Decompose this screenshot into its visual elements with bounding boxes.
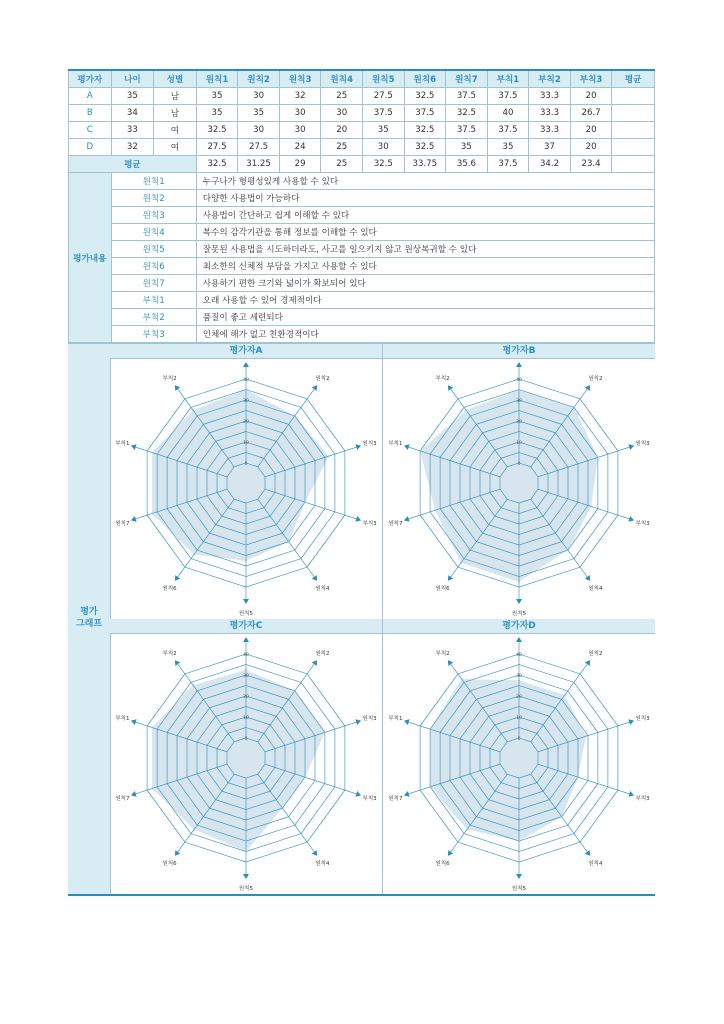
content-row <box>69 309 655 326</box>
radar-panel-a <box>110 344 383 620</box>
graph-label-line2: 그래프 <box>75 619 103 629</box>
table-cell: 33 <box>111 122 154 139</box>
header-cell: 성별 <box>154 70 197 88</box>
evaluation-sheet <box>68 69 655 896</box>
axis-marker-icon <box>172 575 180 583</box>
table-cell <box>612 88 655 105</box>
table-cell: 30 <box>279 105 321 122</box>
evaluator-cell: D <box>69 139 112 156</box>
radar-tick-label: 40 <box>516 378 522 383</box>
radar-data-point <box>577 776 579 778</box>
axis-marker-icon <box>516 362 522 367</box>
axis-marker-icon <box>355 516 362 523</box>
content-row <box>69 173 655 190</box>
radar-data-point <box>151 452 153 454</box>
table-cell: 여 <box>154 122 197 139</box>
table-cell: 37.5 <box>362 105 404 122</box>
axis-marker-icon <box>445 658 453 666</box>
header-cell: 원칙7 <box>446 70 488 88</box>
axis-marker-icon <box>585 850 593 858</box>
principle-name: 원칙2 <box>111 190 196 207</box>
radar-data-point <box>294 690 296 692</box>
table-cell: 여 <box>154 139 197 156</box>
principle-name: 원칙3 <box>111 207 196 224</box>
table-cell: 27.5 <box>238 139 280 156</box>
table-cell: 37.5 <box>404 105 446 122</box>
axis-label: 부칙2 <box>162 375 177 382</box>
axis-marker-icon <box>516 599 522 604</box>
radar-data-point <box>567 549 569 551</box>
table-cell: 32 <box>279 88 321 105</box>
table-cell <box>612 139 655 156</box>
table-cell: 35 <box>446 139 488 156</box>
radar-data-point <box>192 684 194 686</box>
score-table <box>68 69 655 343</box>
principle-name: 원칙5 <box>111 241 196 258</box>
radar-data-point <box>419 450 421 452</box>
axis-label: 원칙6 <box>162 861 177 868</box>
axis-label: 원칙2 <box>315 650 330 657</box>
radar-tick-label: 30 <box>243 399 249 404</box>
radar-panel-c <box>110 619 383 894</box>
radar-data-point <box>245 389 247 391</box>
table-cell: 34 <box>111 105 154 122</box>
table-header-row <box>69 70 655 88</box>
axis-marker-icon <box>628 791 635 798</box>
radar-data-point <box>324 732 326 734</box>
evaluator-cell: A <box>69 88 112 105</box>
radar-series-area <box>420 390 598 582</box>
axis-marker-icon <box>628 443 635 450</box>
header-cell: 원칙2 <box>238 70 280 88</box>
axis-label: 원칙5 <box>238 886 254 892</box>
axis-label: 원칙5 <box>238 611 254 617</box>
axis-marker-icon <box>172 850 180 858</box>
table-row <box>69 105 655 122</box>
table-cell: 37.5 <box>487 122 529 139</box>
radar-tick-label: 40 <box>243 653 249 658</box>
radar-data-point <box>561 816 563 818</box>
header-cell: 부칙1 <box>487 70 529 88</box>
radar-data-point <box>288 541 290 543</box>
radar-data-point <box>304 501 306 503</box>
radar-panel-b <box>383 344 655 620</box>
axis-marker-icon <box>312 658 320 666</box>
table-cell: 33.3 <box>529 105 571 122</box>
table-cell: 40 <box>487 105 529 122</box>
average-cell: 37.5 <box>487 156 529 173</box>
table-cell: 37.5 <box>446 122 488 139</box>
header-cell: 원칙1 <box>196 70 238 88</box>
graph-section <box>68 343 655 896</box>
radar-data-point <box>518 581 520 583</box>
table-cell: 24 <box>279 139 321 156</box>
radar-data-point <box>460 562 462 564</box>
header-cell: 나이 <box>111 70 154 88</box>
header-cell: 평가자 <box>69 70 112 88</box>
principle-name: 원칙6 <box>111 258 196 275</box>
table-cell: 35 <box>111 88 154 105</box>
radar-chart <box>110 359 382 617</box>
axis-marker-icon <box>312 383 320 391</box>
axis-label: 원칙7 <box>115 796 130 803</box>
principle-description: 누구나가 형평성있게 사용할 수 있다 <box>196 173 654 190</box>
table-cell: 26.7 <box>570 105 612 122</box>
radar-data-point <box>573 407 575 409</box>
content-table-body <box>69 173 655 343</box>
axis-marker-icon <box>243 874 249 879</box>
radar-data-point <box>466 829 468 831</box>
content-row <box>69 292 655 309</box>
principle-description: 다양한 사용법이 가능하다 <box>196 190 654 207</box>
axis-marker-icon <box>585 383 593 391</box>
content-section-label: 평가내용 <box>69 173 112 343</box>
axis-marker-icon <box>312 575 320 583</box>
radar-series-area <box>152 390 329 561</box>
header-cell: 부칙3 <box>570 70 612 88</box>
table-cell: 30 <box>279 122 321 139</box>
table-cell: 35 <box>362 122 404 139</box>
principle-name: 부칙2 <box>111 309 196 326</box>
evaluator-cell: B <box>69 105 112 122</box>
axis-label: 원칙7 <box>388 521 403 528</box>
axis-label: 부칙2 <box>162 650 177 657</box>
radar-data-point <box>585 735 587 737</box>
principle-description: 최소한의 신체적 부담을 가지고 사용할 수 있다 <box>196 258 654 275</box>
radar-tick-label: 20 <box>243 420 249 425</box>
axis-label: 원칙2 <box>315 375 330 382</box>
table-cell: 32.5 <box>196 122 238 139</box>
axis-marker-icon <box>585 575 593 583</box>
evaluator-cell: C <box>69 122 112 139</box>
radar-tick-label: 30 <box>516 399 522 404</box>
radar-data-point <box>328 455 330 457</box>
axis-label: 원칙4 <box>588 586 603 593</box>
radar-data-point <box>597 457 599 459</box>
axis-marker-icon <box>130 791 137 798</box>
principle-description: 복수의 감각기관을 통해 정보를 이해할 수 있다 <box>196 224 654 241</box>
axis-marker-icon <box>312 850 320 858</box>
radar-title: 평가자C <box>110 619 382 634</box>
radar-data-point <box>461 678 463 680</box>
table-cell: 30 <box>238 88 280 105</box>
axis-marker-icon <box>585 658 593 666</box>
axis-marker-icon <box>445 850 453 858</box>
table-row <box>69 122 655 139</box>
radar-title: 평가자D <box>383 619 655 634</box>
table-cell: 25 <box>321 139 363 156</box>
radar-data-point <box>192 409 194 411</box>
content-row <box>69 326 655 343</box>
radar-data-point <box>294 415 296 417</box>
table-cell: 27.5 <box>362 88 404 105</box>
table-cell: 35 <box>196 105 238 122</box>
axis-marker-icon <box>243 637 249 642</box>
header-cell: 평균 <box>612 70 655 88</box>
axis-label: 부칙3 <box>635 796 650 803</box>
axis-label: 원칙6 <box>162 586 177 593</box>
axis-label: 원칙4 <box>315 586 330 593</box>
principle-description: 오래 사용할 수 있어 경제적이다 <box>196 292 654 309</box>
radar-tick-label: 30 <box>243 674 249 679</box>
axis-label: 부칙1 <box>115 715 130 722</box>
table-cell: 30 <box>362 139 404 156</box>
radar-tick-label: 40 <box>243 378 249 383</box>
radar-data-point <box>151 788 153 790</box>
axis-label: 원칙5 <box>511 611 527 617</box>
principle-name: 부칙1 <box>111 292 196 309</box>
radar-chart <box>383 634 655 892</box>
axis-label: 부칙1 <box>388 440 403 447</box>
axis-marker-icon <box>355 791 362 798</box>
table-cell: 32.5 <box>404 139 446 156</box>
radar-data-point <box>434 509 436 511</box>
table-cell: 35 <box>487 139 529 156</box>
axis-marker-icon <box>130 718 137 725</box>
average-cell: 35.6 <box>446 156 488 173</box>
axis-label: 원칙7 <box>388 796 403 803</box>
axis-label: 원칙5 <box>511 886 527 892</box>
table-cell: 37 <box>529 139 571 156</box>
radar-tick-label: 0 <box>517 462 521 467</box>
table-row <box>69 88 655 105</box>
radar-data-point <box>245 669 247 671</box>
radar-tick-label: 0 <box>244 737 248 742</box>
content-row <box>69 258 655 275</box>
radar-chart <box>383 359 655 617</box>
table-cell: 37.5 <box>446 88 488 105</box>
table-cell: 32 <box>111 139 154 156</box>
principle-name: 부칙3 <box>111 326 196 343</box>
average-cell: 34.2 <box>529 156 571 173</box>
axis-label: 원칙4 <box>588 861 603 868</box>
average-cell: 32.5 <box>196 156 238 173</box>
radar-tick-label: 20 <box>516 695 522 700</box>
axis-label: 원칙6 <box>435 586 450 593</box>
radar-data-point <box>193 829 195 831</box>
content-row <box>69 190 655 207</box>
radar-tick-label: 0 <box>244 462 248 467</box>
axis-label: 부칙1 <box>388 715 403 722</box>
axis-marker-icon <box>172 383 180 391</box>
axis-label: 부칙2 <box>435 650 450 657</box>
axis-label: 원칙3 <box>635 440 650 447</box>
graph-section-label <box>68 344 111 894</box>
average-cell: 25 <box>321 156 363 173</box>
axis-label: 원칙7 <box>115 521 130 528</box>
axis-label: 원칙2 <box>588 375 603 382</box>
axis-label: 원칙3 <box>362 715 377 722</box>
axis-marker-icon <box>130 443 137 450</box>
radar-title: 평가자B <box>383 344 655 359</box>
radar-tick-label: 40 <box>516 653 522 658</box>
radar-tick-label: 10 <box>516 441 522 446</box>
radar-data-point <box>282 807 284 809</box>
axis-label: 부칙2 <box>435 375 450 382</box>
axis-label: 부칙3 <box>362 521 377 528</box>
radar-data-point <box>245 560 247 562</box>
radar-chart <box>110 634 382 892</box>
radar-data-point <box>151 727 153 729</box>
axis-marker-icon <box>628 516 635 523</box>
radar-tick-label: 20 <box>243 695 249 700</box>
radar-panel-d <box>383 619 655 894</box>
axis-marker-icon <box>403 718 410 725</box>
score-table-body <box>69 88 655 156</box>
table-cell <box>612 105 655 122</box>
table-cell: 25 <box>321 88 363 105</box>
average-label: 평균 <box>69 156 197 173</box>
axis-marker-icon <box>355 443 362 450</box>
radar-data-point <box>245 851 247 853</box>
principle-description: 품질이 좋고 세련되다 <box>196 309 654 326</box>
table-cell: 20 <box>321 122 363 139</box>
table-cell: 35 <box>238 105 280 122</box>
table-cell: 35 <box>196 88 238 105</box>
average-cell: 33.75 <box>404 156 446 173</box>
radar-data-point <box>564 694 566 696</box>
axis-marker-icon <box>516 637 522 642</box>
radar-data-point <box>465 409 467 411</box>
axis-marker-icon <box>243 362 249 367</box>
radar-data-point <box>429 786 431 788</box>
table-cell: 33.3 <box>529 88 571 105</box>
axis-marker-icon <box>628 718 635 725</box>
axis-marker-icon <box>516 874 522 879</box>
table-cell: 30 <box>238 122 280 139</box>
axis-label: 부칙3 <box>635 521 650 528</box>
table-cell <box>612 122 655 139</box>
radar-tick-label: 10 <box>516 716 522 721</box>
table-cell: 남 <box>154 105 197 122</box>
axis-marker-icon <box>355 718 362 725</box>
principle-description: 잘못된 사용법을 시도하더라도, 사고를 일으키지 않고 원상복귀할 수 있다 <box>196 241 654 258</box>
radar-data-point <box>304 776 306 778</box>
axis-marker-icon <box>243 599 249 604</box>
radar-data-point <box>518 679 520 681</box>
principle-description: 인체에 해가 없고 친환경적이다 <box>196 326 654 343</box>
average-cell <box>612 156 655 173</box>
header-cell: 원칙5 <box>362 70 404 88</box>
axis-label: 부칙1 <box>115 440 130 447</box>
content-row <box>69 275 655 292</box>
table-cell: 32.5 <box>446 105 488 122</box>
table-cell: 20 <box>570 139 612 156</box>
table-cell: 남 <box>154 88 197 105</box>
axis-marker-icon <box>445 575 453 583</box>
axis-marker-icon <box>130 516 137 523</box>
radar-data-point <box>518 840 520 842</box>
radar-tick-label: 10 <box>243 716 249 721</box>
header-cell: 부칙2 <box>529 70 571 88</box>
average-cell: 31.25 <box>238 156 280 173</box>
content-row <box>69 207 655 224</box>
principle-name: 원칙1 <box>111 173 196 190</box>
radar-tick-label: 0 <box>517 737 521 742</box>
table-cell: 37.5 <box>487 88 529 105</box>
principle-description: 사용하기 편한 크기와 넓이가 확보되어 있다 <box>196 275 654 292</box>
table-cell: 20 <box>570 88 612 105</box>
radar-data-point <box>151 513 153 515</box>
axis-marker-icon <box>403 516 410 523</box>
axis-marker-icon <box>403 791 410 798</box>
header-cell: 원칙4 <box>321 70 363 88</box>
radar-tick-label: 20 <box>516 420 522 425</box>
table-cell: 30 <box>321 105 363 122</box>
principle-name: 원칙7 <box>111 275 196 292</box>
radar-title: 평가자A <box>110 344 382 359</box>
table-row <box>69 139 655 156</box>
average-cell: 29 <box>279 156 321 173</box>
axis-label: 원칙2 <box>588 650 603 657</box>
principle-description: 사용법이 간단하고 쉽게 이해할 수 있다 <box>196 207 654 224</box>
table-cell: 32.5 <box>404 122 446 139</box>
radar-tick-label: 30 <box>516 674 522 679</box>
header-cell: 원칙3 <box>279 70 321 88</box>
axis-marker-icon <box>403 443 410 450</box>
axis-label: 원칙3 <box>362 440 377 447</box>
axis-label: 원칙6 <box>435 861 450 868</box>
axis-label: 원칙4 <box>315 861 330 868</box>
table-cell: 33.3 <box>529 122 571 139</box>
table-cell: 27.5 <box>196 139 238 156</box>
table-cell: 32.5 <box>404 88 446 105</box>
radar-data-point <box>429 728 431 730</box>
header-cell: 원칙6 <box>404 70 446 88</box>
graph-label-line1: 평가 <box>80 607 98 617</box>
average-row <box>69 156 655 173</box>
axis-marker-icon <box>445 383 453 391</box>
radar-tick-label: 10 <box>243 441 249 446</box>
average-cell: 23.4 <box>570 156 612 173</box>
content-row <box>69 224 655 241</box>
radar-data-point <box>518 389 520 391</box>
axis-label: 부칙3 <box>362 796 377 803</box>
axis-label: 원칙3 <box>635 715 650 722</box>
radar-data-point <box>590 506 592 508</box>
axis-marker-icon <box>172 658 180 666</box>
principle-name: 원칙4 <box>111 224 196 241</box>
content-row <box>69 241 655 258</box>
table-cell: 20 <box>570 122 612 139</box>
radar-data-point <box>193 554 195 556</box>
average-cell: 32.5 <box>362 156 404 173</box>
